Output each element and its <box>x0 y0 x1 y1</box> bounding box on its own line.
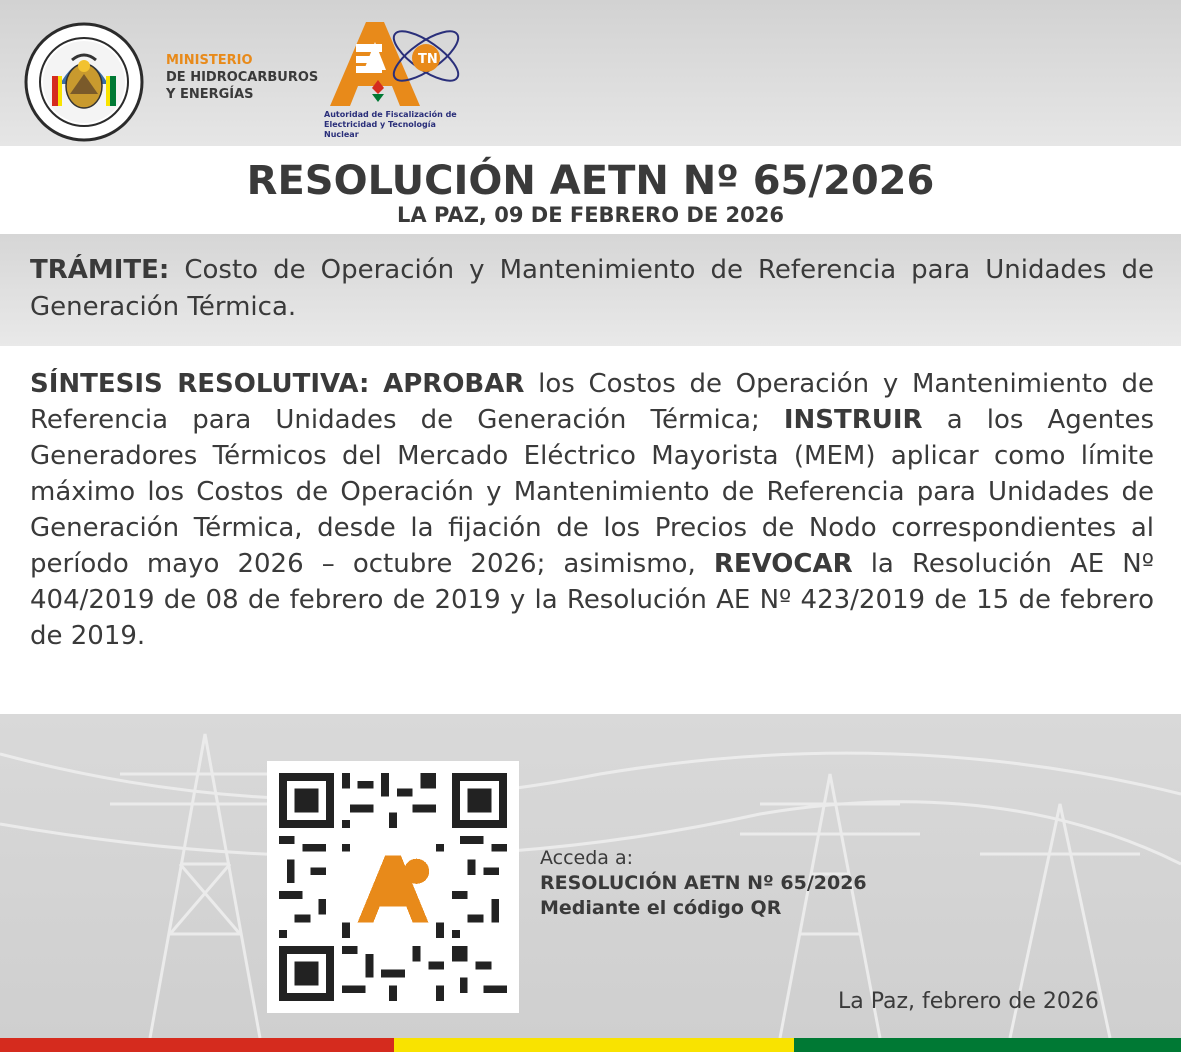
qr-mediante-label: Mediante el código QR <box>540 897 782 919</box>
sintesis-text-2: a los Agentes Generadores Térmicos del Mercado Eléctrico Mayorista (MEM) aplicar como límite máximo los Costos de Operación y Mantenimiento de Referencia para Unidades de Generación Térmica, desde la fijación de los Precios de Nodo correspondientes al período mayo 2026 – octubre 2026; asimismo, <box>30 405 1155 579</box>
aetn-caption-line-2: Electricidad y Tecnología Nuclear <box>324 120 436 139</box>
qr-instructions <box>540 846 867 921</box>
footer-date: La Paz, febrero de 2026 <box>838 989 1099 1014</box>
resolution-date: LA PAZ, 09 DE FEBRERO DE 2026 <box>397 203 784 227</box>
qr-resolution-label: RESOLUCIÓN AETN Nº 65/2026 <box>540 872 867 894</box>
ministry-line-1: MINISTERIO <box>166 53 253 68</box>
aetn-caption <box>324 110 472 140</box>
tramite-band <box>0 234 1181 346</box>
title-band <box>0 146 1181 234</box>
acceda-label: Acceda a: <box>540 847 634 869</box>
sintesis-aprobar: APROBAR <box>383 369 525 399</box>
qr-code[interactable] <box>279 773 507 1001</box>
flag-yellow-stripe <box>394 1038 794 1052</box>
tramite-label: TRÁMITE: <box>30 255 170 285</box>
aetn-caption-line-1: Autoridad de Fiscalización de <box>324 110 457 119</box>
flag-green-stripe <box>794 1038 1181 1052</box>
ministry-line-2: DE HIDROCARBUROS <box>166 70 319 85</box>
sintesis-label: SÍNTESIS RESOLUTIVA: <box>30 369 370 399</box>
sintesis-text-3: la Resolución AE Nº 404/2019 de 08 de febrero de 2019 y la Resolución AE Nº 423/2019 de 15 de febrero de 2019. <box>30 549 1155 651</box>
sintesis-paragraph <box>30 366 1154 654</box>
sintesis-instruir: INSTRUIR <box>783 405 923 435</box>
bolivia-flag-stripe <box>0 1038 1181 1052</box>
ministry-line-3: Y ENERGÍAS <box>166 87 254 102</box>
ministry-name <box>166 52 318 103</box>
tramite-text: Costo de Operación y Mantenimiento de Referencia para Unidades de Generación Térmica. <box>30 255 1155 322</box>
svg-text:TN: TN <box>418 52 438 67</box>
qr-code-frame[interactable] <box>267 761 519 1013</box>
flag-red-stripe <box>0 1038 394 1052</box>
header <box>0 0 1181 146</box>
bolivia-seal-logo <box>24 22 144 142</box>
sintesis-revocar: REVOCAR <box>713 549 853 579</box>
footer <box>0 714 1181 1038</box>
sintesis-text-1: los Costos de Operación y Mantenimiento de Referencia para Unidades de Generación Térmica; <box>30 369 1155 435</box>
resolution-title: RESOLUCIÓN AETN Nº 65/2026 <box>246 158 935 204</box>
tramite-paragraph <box>30 252 1154 326</box>
